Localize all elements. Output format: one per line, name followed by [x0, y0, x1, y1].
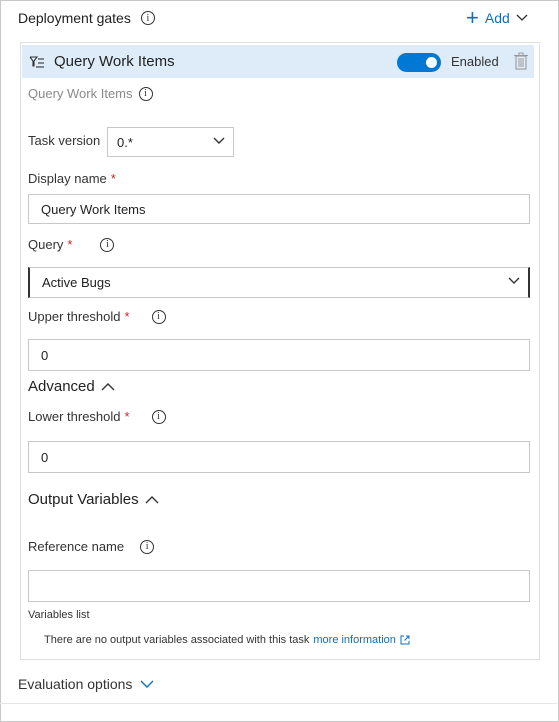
- add-label: Add: [484, 10, 510, 26]
- chevron-up-icon: [101, 382, 115, 391]
- task-version-label: [28, 133, 100, 148]
- enabled-label: Enabled: [451, 54, 499, 69]
- toggle-knob: [426, 57, 437, 68]
- task-title: Query Work Items: [54, 53, 175, 70]
- reference-name-input[interactable]: [28, 570, 530, 602]
- add-gate-button[interactable]: [466, 5, 528, 30]
- enabled-toggle[interactable]: [397, 53, 441, 72]
- task-header[interactable]: [22, 45, 534, 78]
- external-link-icon[interactable]: [400, 635, 410, 645]
- chevron-down-icon: [516, 14, 528, 22]
- task-version-value: 0.*: [117, 134, 133, 150]
- deployment-gates-header: [18, 10, 155, 26]
- info-icon[interactable]: i: [152, 310, 166, 324]
- empty-text: There are no output variables associated with this task: [44, 634, 310, 646]
- lower-threshold-value: 0: [41, 449, 49, 465]
- evaluation-options-toggle[interactable]: [18, 676, 154, 692]
- upper-threshold-input[interactable]: [28, 339, 530, 371]
- variables-list-label: Variables list: [28, 609, 90, 621]
- reference-name-label-text: Reference name: [28, 539, 125, 554]
- task-subtitle: [28, 86, 153, 101]
- query-filter-icon: [28, 53, 46, 71]
- info-icon[interactable]: i: [100, 238, 114, 252]
- query-dropdown[interactable]: [28, 267, 530, 298]
- upper-threshold-value: 0: [41, 347, 49, 363]
- info-icon[interactable]: i: [140, 540, 154, 554]
- task-subtitle-text: Query Work Items: [28, 86, 133, 101]
- divider: [0, 703, 557, 704]
- advanced-section-toggle[interactable]: [28, 378, 115, 395]
- upper-threshold-label-text: Upper threshold: [28, 309, 121, 324]
- advanced-label: Advanced: [28, 378, 95, 395]
- display-name-label-text: Display name: [28, 171, 107, 186]
- chevron-down-icon: [213, 137, 225, 145]
- info-icon[interactable]: i: [152, 410, 166, 424]
- info-icon[interactable]: i: [141, 11, 155, 25]
- required-marker: *: [124, 409, 130, 424]
- more-information-link[interactable]: more information: [313, 634, 396, 646]
- task-version-select[interactable]: [107, 127, 234, 157]
- query-label-text: Query: [28, 237, 64, 252]
- output-variables-section-toggle[interactable]: [28, 491, 159, 508]
- query-label: [28, 237, 114, 252]
- chevron-down-icon: [508, 277, 520, 285]
- upper-threshold-label: [28, 309, 166, 324]
- lower-threshold-input[interactable]: [28, 441, 530, 473]
- task-version-label-text: Task version: [28, 133, 101, 148]
- query-value: Active Bugs: [42, 275, 111, 290]
- lower-threshold-label: [28, 409, 166, 424]
- required-marker: *: [67, 237, 73, 252]
- no-output-variables-note: [44, 634, 410, 646]
- chevron-up-icon: [145, 495, 159, 504]
- lower-threshold-label-text: Lower threshold: [28, 409, 121, 424]
- output-variables-label: Output Variables: [28, 491, 139, 508]
- reference-name-label: [28, 539, 154, 554]
- chevron-down-icon: [140, 680, 154, 689]
- delete-icon[interactable]: [514, 52, 528, 70]
- display-name-value: Query Work Items: [41, 201, 146, 217]
- required-marker: *: [124, 309, 130, 324]
- plus-icon: +: [466, 5, 479, 30]
- evaluation-options-label: Evaluation options: [18, 676, 133, 692]
- display-name-label: [28, 171, 116, 186]
- page-title: Deployment gates: [18, 10, 131, 26]
- display-name-input[interactable]: [28, 194, 530, 224]
- required-marker: *: [110, 171, 116, 186]
- info-icon[interactable]: i: [139, 87, 153, 101]
